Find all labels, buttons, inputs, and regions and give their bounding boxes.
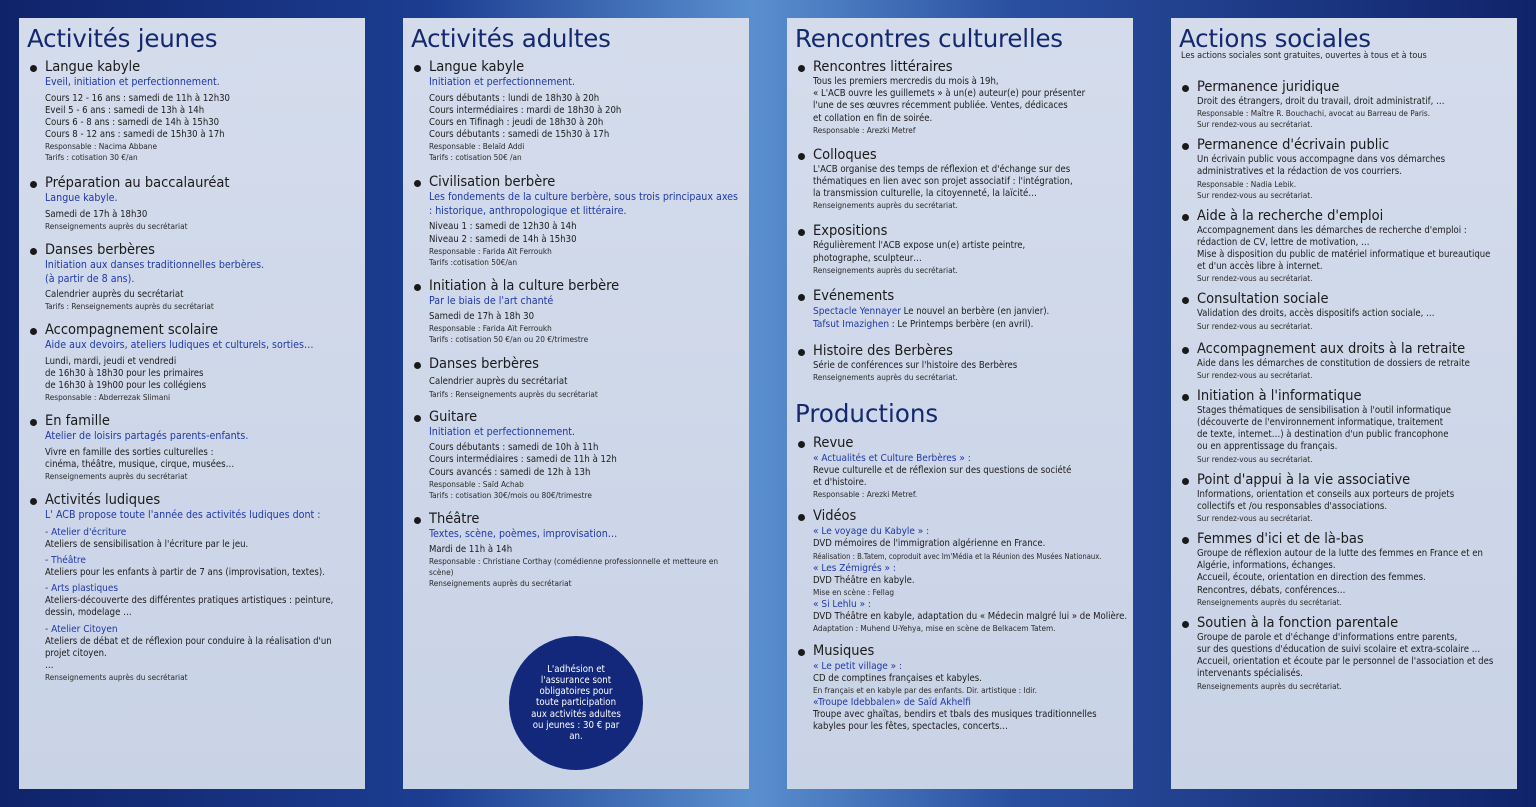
section-title: Consultation sociale bbox=[1197, 291, 1329, 308]
info-line: L'ACB organise des temps de réflexion et d'échange sur des bbox=[813, 163, 1071, 175]
section-title: Musiques bbox=[813, 643, 875, 660]
info-line: intervenants spécialisés. bbox=[1197, 668, 1303, 680]
info-line: Stages thématiques de sensibilisation à l'outil informatique bbox=[1197, 404, 1452, 416]
small-note: Mise en scène : Fellag bbox=[813, 586, 895, 597]
section-title: Vidéos bbox=[813, 508, 857, 525]
info-line: Cours débutants : samedi de 10h à 11h bbox=[429, 442, 599, 454]
section-bac bbox=[27, 175, 357, 232]
section-title: Accompagnement aux droits à la retraite bbox=[1197, 340, 1466, 357]
section-title: Théâtre bbox=[429, 510, 480, 527]
section-accompagnement-scolaire bbox=[27, 322, 357, 403]
section-title: Guitare bbox=[429, 408, 478, 425]
panel-activites-adultes bbox=[403, 18, 749, 789]
section-ecrivain-public bbox=[1179, 137, 1509, 200]
ellipsis: … bbox=[45, 659, 54, 671]
section-subtitle: Eveil, initiation et perfectionnement. bbox=[45, 76, 220, 88]
small-note: Renseignements auprès du secrétariat. bbox=[813, 200, 958, 211]
item-name: « Le voyage du Kabyle » : bbox=[813, 526, 930, 538]
small-note: Renseignements auprès du secrétariat. bbox=[813, 372, 958, 383]
section-title: Activités ludiques bbox=[45, 492, 161, 509]
info-line: CD de comptines françaises et kabyles. bbox=[813, 673, 982, 685]
small-note: Renseignements auprès du secrétariat bbox=[45, 471, 188, 482]
info-line: DVD mémoires de l'immigration algérienne en France. bbox=[813, 538, 1046, 550]
small-note: Renseignements auprès du secrétariat. bbox=[1197, 596, 1342, 607]
info-line: kabyles pour les fêtes, spectacles, concerts… bbox=[813, 721, 1008, 733]
small-note: Renseignements auprès du secrétariat. bbox=[1197, 680, 1342, 691]
small-note: Tarifs : cotisation 50 €/an ou 20 €/trimestre bbox=[429, 334, 589, 345]
small-note: Responsable : Saïd Achab bbox=[429, 478, 524, 489]
info-line: Accueil, écoute, orientation en direction des femmes. bbox=[1197, 572, 1426, 584]
item-name: - Théâtre bbox=[45, 554, 86, 566]
list-item bbox=[45, 554, 357, 579]
panel-title: Activités jeunes bbox=[27, 24, 218, 53]
info-line: Accueil, orientation et écoute par le personnel de l'association et des bbox=[1197, 656, 1494, 668]
info-line: Eveil 5 - 6 ans : samedi de 13h à 14h bbox=[45, 104, 205, 116]
section-title: Civilisation berbère bbox=[429, 174, 556, 191]
item-name: - Arts plastiques bbox=[45, 583, 119, 595]
section-vie-associative bbox=[1179, 472, 1509, 524]
section-title: Expositions bbox=[813, 223, 888, 240]
small-note: Sur rendez-vous au secrétariat. bbox=[1197, 513, 1313, 524]
item-name: « Si Lehlu » : bbox=[813, 598, 871, 610]
section-danses bbox=[27, 242, 357, 312]
section-title: Accompagnement scolaire bbox=[45, 322, 219, 339]
panel-title: Rencontres culturelles bbox=[795, 24, 1063, 53]
section-danses bbox=[411, 356, 741, 399]
section-histoire-berberes bbox=[795, 343, 1125, 383]
info-line: Droit des étrangers, droit du travail, droit administratif, … bbox=[1197, 96, 1445, 107]
info-line: et d'un accès libre à internet. bbox=[1197, 261, 1323, 273]
small-note: Responsable : Farida Aït Ferroukh bbox=[429, 323, 552, 334]
info-line: thématiques en lien avec son projet associatif : l'intégration, bbox=[813, 176, 1073, 188]
small-note: Tarifs :cotisation 50€/an bbox=[429, 256, 517, 267]
info-line: (découverte de l'environnement informatique, traitement bbox=[1197, 417, 1444, 429]
small-note: Responsable : Farida Aït Ferroukh bbox=[429, 245, 552, 256]
small-note: Tarifs : cotisation 30€/mois ou 80€/trimestre bbox=[429, 489, 592, 500]
event-desc: Le nouvel an berbère (en janvier). bbox=[900, 305, 1050, 317]
section-title: Préparation au baccalauréat bbox=[45, 175, 230, 192]
panel-title: Actions sociales bbox=[1179, 24, 1371, 53]
section-civilisation-berbere bbox=[411, 174, 741, 267]
info-line: Aide dans les démarches de constitution de dossiers de retraite bbox=[1197, 357, 1470, 369]
section-title: Langue kabyle bbox=[45, 59, 141, 75]
info-line: Niveau 2 : samedi de 14h à 15h30 bbox=[429, 233, 577, 245]
info-line: cinéma, théâtre, musique, cirque, musées… bbox=[45, 459, 235, 471]
info-line: et d'histoire. bbox=[813, 477, 867, 489]
event-desc: : Le Printemps berbère (en avril). bbox=[889, 318, 1034, 330]
section-subtitle: Initiation et perfectionnement. bbox=[429, 76, 576, 88]
info-line: Cours 12 - 16 ans : samedi de 11h à 12h30 bbox=[45, 92, 230, 104]
info-line: Accompagnement dans les démarches de recherche d'emploi : bbox=[1197, 224, 1467, 236]
section-title: Aide à la recherche d'emploi bbox=[1197, 207, 1384, 224]
section-femmes bbox=[1179, 531, 1509, 608]
section-title: Histoire des Berbères bbox=[813, 342, 953, 359]
section-expositions bbox=[795, 223, 1125, 275]
info-line: administratives et la rédaction de vos courriers. bbox=[1197, 166, 1402, 178]
item-name: « Actualités et Culture Berbères » : bbox=[813, 453, 971, 465]
section-subtitle: (à partir de 8 ans). bbox=[45, 272, 135, 285]
info-line: Cours débutants : lundi de 18h30 à 20h bbox=[429, 92, 600, 104]
small-note: Responsable : Christiane Corthay (comédienne professionnelle et metteure en scène) bbox=[429, 556, 719, 578]
section-title: Danses berbères bbox=[45, 242, 155, 259]
info-line: Samedi de 17h à 18h30 bbox=[45, 208, 148, 220]
section-title: Langue kabyle bbox=[429, 59, 525, 75]
section-title: Point d'appui à la vie associative bbox=[1197, 471, 1411, 488]
small-note: Responsable : Belaïd Addi bbox=[429, 141, 525, 152]
info-line: Cours intermédiaires : mardi de 18h30 à 20h bbox=[429, 104, 622, 116]
section-title: Permanence juridique bbox=[1197, 79, 1340, 95]
info-line: Vivre en famille des sorties culturelles : bbox=[45, 446, 214, 458]
info-line: Un écrivain public vous accompagne dans vos démarches bbox=[1197, 154, 1446, 166]
section-subtitle: Par le biais de l'art chanté bbox=[429, 294, 554, 307]
info-line: Algérie, informations, échanges. bbox=[1197, 560, 1336, 572]
section-subtitle: L' ACB propose toute l'année des activités ludiques dont : bbox=[45, 509, 321, 522]
section-title: Danses berbères bbox=[429, 356, 539, 373]
item-desc: Ateliers pour les enfants à partir de 7 ans (improvisation, textes). bbox=[45, 566, 325, 578]
small-note: Sur rendez-vous au secrétariat. bbox=[1197, 273, 1313, 284]
list-item bbox=[45, 582, 357, 619]
section-langue-kabyle bbox=[411, 59, 741, 163]
section-musiques bbox=[795, 643, 1125, 734]
event-name: Spectacle Yennayer bbox=[813, 305, 901, 317]
small-note: Adaptation : Muhend U-Yehya, mise en scène de Belkacem Tatem. bbox=[813, 623, 1056, 634]
info-line: Cours 6 - 8 ans : samedi de 14h à 15h30 bbox=[45, 116, 220, 128]
info-line: sur des questions d'éducation de suivi scolaire et extra-scolaire … bbox=[1197, 644, 1481, 656]
item-desc: Ateliers de débat et de réflexion pour conduire à la réalisation d'un projet citoyen. bbox=[45, 635, 332, 659]
section-informatique bbox=[1179, 388, 1509, 465]
productions-title: Productions bbox=[795, 399, 939, 429]
item-name: - Atelier Citoyen bbox=[45, 623, 118, 635]
item-desc: Ateliers de sensibilisation à l'écriture par le jeu. bbox=[45, 538, 249, 550]
section-fonction-parentale bbox=[1179, 615, 1509, 692]
info-line: Rencontres, débats, conférences… bbox=[1197, 584, 1346, 596]
section-colloques bbox=[795, 147, 1125, 212]
info-line: Groupe de parole et d'échange d'informations entre parents, bbox=[1197, 631, 1458, 643]
small-note: Tarifs : Renseignements auprès du secrétariat bbox=[429, 388, 598, 399]
membership-circle: L'adhésion et l'assurance sont obligatoires pour toute participation aux activités adultes ou jeunes : 30 € par an. bbox=[509, 636, 643, 770]
small-note: Renseignements auprès du secrétariat bbox=[45, 672, 188, 683]
small-note: En français et en kabyle par des enfants. Dir. artistique : Idir. bbox=[813, 685, 1037, 696]
info-line: Cours 8 - 12 ans : samedi de 15h30 à 17h bbox=[45, 129, 225, 141]
section-title: Rencontres littéraires bbox=[813, 59, 953, 75]
section-title: Femmes d'ici et de là-bas bbox=[1197, 531, 1364, 548]
info-line: Troupe avec ghaïtas, bendirs et tbals des musiques traditionnelles bbox=[813, 709, 1097, 721]
item-name: «Troupe Idebbalen» de Saïd Akhelfi bbox=[813, 697, 971, 709]
info-line: Cours débutants : samedi de 15h30 à 17h bbox=[429, 129, 610, 141]
info-line: Informations, orientation et conseils aux porteurs de projets bbox=[1197, 488, 1455, 500]
info-line: Mardi de 11h à 14h bbox=[429, 544, 513, 556]
small-note: Tarifs : cotisation 50€ /an bbox=[429, 152, 522, 163]
event-line bbox=[813, 305, 1125, 318]
section-subtitle: Atelier de loisirs partagés parents-enfants. bbox=[45, 430, 249, 443]
section-title: Revue bbox=[813, 435, 854, 452]
info-line: photographe, sculpteur… bbox=[813, 252, 922, 264]
section-title: Evénements bbox=[813, 287, 895, 304]
small-note: Sur rendez-vous au secrétariat. bbox=[1197, 320, 1313, 331]
section-retraite bbox=[1179, 341, 1509, 381]
info-line: DVD Théâtre en kabyle. bbox=[813, 574, 915, 586]
info-line: Validation des droits, accès dispositifs action sociale, … bbox=[1197, 308, 1435, 320]
info-line: et collation en fin de soirée. bbox=[813, 112, 933, 124]
info-line: collectifs et /ou responsables d'associations. bbox=[1197, 500, 1388, 512]
item-name: - Atelier d'écriture bbox=[45, 526, 127, 538]
section-subtitle: Les fondements de la culture berbère, sous trois principaux axes : historique, anthropologique et littéraire. bbox=[429, 191, 738, 217]
small-note: Renseignements auprès du secrétariat bbox=[429, 578, 572, 589]
info-line: Mise à disposition du public de matériel informatique et bureautique bbox=[1197, 249, 1491, 261]
info-line: Calendrier auprès du secrétariat bbox=[45, 289, 184, 301]
info-line: Cours en Tifinagh : jeudi de 18h30 à 20h bbox=[429, 116, 604, 128]
small-note: Réalisation : B.Tatem, coproduit avec Im'Média et la Réunion des Musées Nationaux. bbox=[813, 551, 1102, 561]
section-title: Initiation à la culture berbère bbox=[429, 277, 620, 294]
small-note: Responsable : Arezki Metref bbox=[813, 124, 916, 135]
small-note: Responsable : Maître R. Bouchachi, avocat au Barreau de Paris. bbox=[1197, 108, 1431, 119]
small-note: Sur rendez-vous au secrétariat. bbox=[1197, 189, 1313, 200]
section-guitare bbox=[411, 409, 741, 501]
info-line: de texte, internet…) à destination d'un public francophone bbox=[1197, 429, 1449, 441]
section-subtitle: Langue kabyle. bbox=[45, 192, 118, 205]
section-activites-ludiques bbox=[27, 492, 357, 683]
small-note: Sur rendez-vous au secrétariat. bbox=[1197, 369, 1313, 380]
item-desc: Ateliers-découverte des différentes pratiques artistiques : peinture, dessin, modelage … bbox=[45, 595, 334, 619]
item-name: « Les Zémigrés » : bbox=[813, 562, 896, 574]
info-line: Calendrier auprès du secrétariat bbox=[429, 376, 568, 388]
panel-subtitle: Les actions sociales sont gratuites, ouvertes à tous et à tous bbox=[1181, 51, 1427, 61]
info-line: l'une de ses œuvres récemment publiée. Ventes, dédicaces bbox=[813, 100, 1068, 112]
section-title: Soutien à la fonction parentale bbox=[1197, 614, 1399, 631]
info-line: rédaction de CV, lettre de motivation, … bbox=[1197, 236, 1370, 248]
section-subtitle: Textes, scène, poèmes, improvisation… bbox=[429, 527, 618, 540]
info-line: Cours avancés : samedi de 12h à 13h bbox=[429, 466, 591, 478]
small-note: Tarifs : Renseignements auprès du secrétariat bbox=[45, 301, 214, 312]
info-line: Lundi, mardi, jeudi et vendredi bbox=[45, 355, 177, 367]
info-line: Série de conférences sur l'histoire des Berbères bbox=[813, 359, 1018, 371]
info-line: de 16h30 à 18h30 pour les primaires bbox=[45, 367, 204, 379]
info-line: Tous les premiers mercredis du mois à 19h, bbox=[813, 76, 999, 87]
info-line: DVD Théâtre en kabyle, adaptation du « Médecin malgré lui » de Molière. bbox=[813, 610, 1128, 622]
info-line: la transmission culturelle, la citoyenneté, la laïcité… bbox=[813, 188, 1037, 200]
small-note: Responsable : Nadia Lebik. bbox=[1197, 178, 1297, 189]
panel-activites-jeunes bbox=[19, 18, 365, 789]
section-recherche-emploi bbox=[1179, 208, 1509, 285]
section-title: Colloques bbox=[813, 146, 877, 163]
section-title: Initiation à l'informatique bbox=[1197, 387, 1362, 404]
info-line: Samedi de 17h à 18h 30 bbox=[429, 311, 535, 323]
section-initiation-culture bbox=[411, 278, 741, 346]
section-evenements bbox=[795, 288, 1125, 331]
section-subtitle: Initiation et perfectionnement. bbox=[429, 425, 576, 438]
list-item bbox=[45, 526, 357, 551]
info-line: ou en apprentissage du français. bbox=[1197, 441, 1338, 453]
section-title: En famille bbox=[45, 413, 110, 430]
small-note: Tarifs : cotisation 30 €/an bbox=[45, 152, 138, 163]
section-en-famille bbox=[27, 413, 357, 482]
event-name: Tafsut Imazighen bbox=[813, 318, 890, 330]
section-videos bbox=[795, 508, 1128, 634]
info-line: Groupe de réflexion autour de la lutte des femmes en France et en bbox=[1197, 548, 1483, 560]
info-line: « L'ACB ouvre les guillemets » à un(e) auteur(e) pour présenter bbox=[813, 88, 1086, 100]
section-theatre bbox=[411, 511, 741, 590]
panel-rencontres-culturelles bbox=[787, 18, 1133, 789]
info-line: Cours intermédiaires : samedi de 11h à 12h bbox=[429, 454, 617, 466]
list-item bbox=[45, 623, 357, 660]
section-title: Permanence d'écrivain public bbox=[1197, 137, 1390, 154]
section-subtitle: Aide aux devoirs, ateliers ludiques et culturels, sorties… bbox=[45, 339, 314, 352]
section-permanence-juridique bbox=[1179, 79, 1509, 130]
small-note: Responsable : Arezki Metref. bbox=[813, 489, 918, 500]
info-line: Revue culturelle et de réflexion sur des questions de société bbox=[813, 465, 1072, 477]
panel-title: Activités adultes bbox=[411, 24, 611, 53]
item-name: « Le petit village » : bbox=[813, 661, 903, 673]
section-consultation-sociale bbox=[1179, 291, 1509, 331]
small-note: Renseignements auprès du secrétariat bbox=[45, 221, 188, 232]
section-langue-kabyle bbox=[27, 59, 357, 163]
info-line: de 16h30 à 19h00 pour les collégiens bbox=[45, 380, 207, 392]
event-line bbox=[813, 318, 1125, 331]
small-note: Sur rendez-vous au secrétariat. bbox=[1197, 119, 1313, 130]
small-note: Renseignements auprès du secrétariat. bbox=[813, 264, 958, 275]
info-line: Niveau 1 : samedi de 12h30 à 14h bbox=[429, 221, 577, 233]
panel-actions-sociales bbox=[1171, 18, 1517, 789]
section-subtitle: Initiation aux danses traditionnelles berbères. bbox=[45, 259, 265, 272]
small-note: Responsable : Nacima Abbane bbox=[45, 141, 157, 152]
small-note: Responsable : Abderrezak Slimani bbox=[45, 392, 171, 403]
small-note: Sur rendez-vous au secrétariat. bbox=[1197, 453, 1313, 464]
section-revue bbox=[795, 435, 1125, 500]
info-line: Régulièrement l'ACB expose un(e) artiste peintre, bbox=[813, 240, 1026, 252]
section-rencontres-litteraires bbox=[795, 59, 1125, 136]
